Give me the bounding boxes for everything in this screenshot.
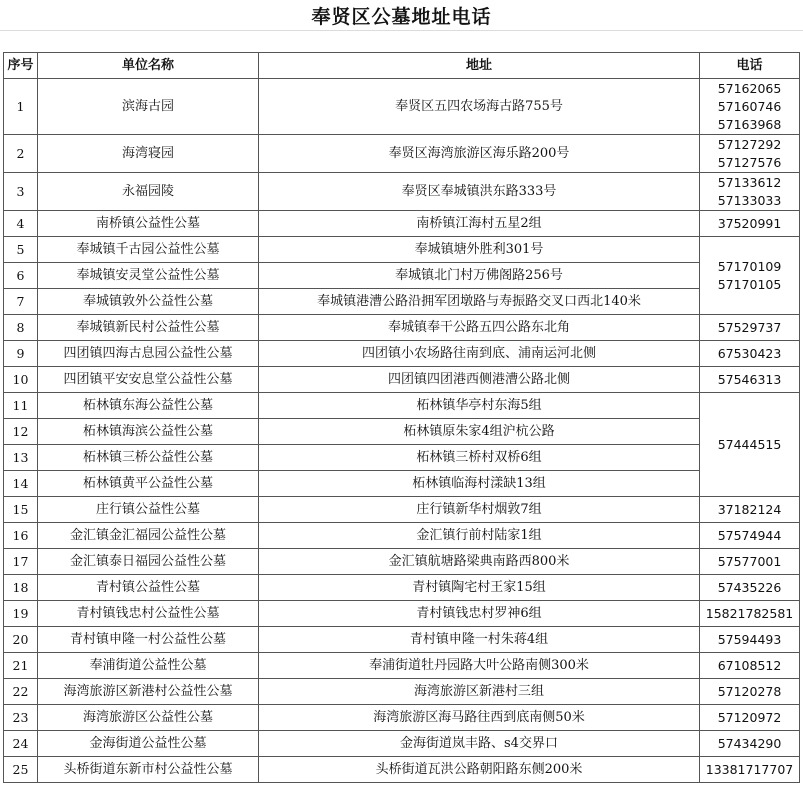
phone-number: 57162065: [717, 80, 782, 96]
phone-number: 57170105: [717, 276, 782, 292]
table-row: [4, 679, 800, 705]
phone-number: 57133033: [717, 192, 782, 208]
row-address: 金海街道岚丰路、s4交界口: [259, 731, 700, 757]
phone-number: 57127576: [717, 154, 782, 170]
row-phone: 57546313: [700, 367, 800, 393]
row-name: 滨海古园: [38, 79, 259, 135]
row-phone: 67108512: [700, 653, 800, 679]
row-address: 柘林镇临海村漾缺13组: [259, 471, 700, 497]
table-row: [4, 211, 800, 237]
phone-number: 57163968: [717, 116, 782, 132]
table-row: [4, 173, 800, 211]
row-index: 10: [4, 367, 38, 393]
row-index: 14: [4, 471, 38, 497]
row-phone: 15821782581: [700, 601, 800, 627]
row-name: 永福园陵: [38, 173, 259, 211]
table-row: [4, 575, 800, 601]
table-row: [4, 393, 800, 419]
row-phone: 57120972: [700, 705, 800, 731]
header-row: [4, 53, 800, 79]
table-row: [4, 705, 800, 731]
row-phone: 57529737: [700, 315, 800, 341]
row-index: 23: [4, 705, 38, 731]
row-name: 柘林镇黄平公益性公墓: [38, 471, 259, 497]
row-index: 11: [4, 393, 38, 419]
row-name: 奉城镇千古园公益性公墓: [38, 237, 259, 263]
row-phone-merged: [700, 237, 800, 315]
row-index: 25: [4, 757, 38, 783]
row-address: 奉城镇北门村万佛阁路256号: [259, 263, 700, 289]
header-address: 地址: [259, 53, 700, 79]
phone-number: 57133612: [717, 174, 782, 190]
row-name: 庄行镇公益性公墓: [38, 497, 259, 523]
row-name: 青村镇公益性公墓: [38, 575, 259, 601]
table-row: [4, 601, 800, 627]
table-row: [4, 263, 800, 289]
row-index: 2: [4, 135, 38, 173]
row-address: 青村镇陶宅村王家15组: [259, 575, 700, 601]
table-body: [4, 79, 800, 783]
row-index: 13: [4, 445, 38, 471]
row-name: 海湾旅游区公益性公墓: [38, 705, 259, 731]
row-phone: 57435226: [700, 575, 800, 601]
row-phone: 57594493: [700, 627, 800, 653]
row-phone: 37520991: [700, 211, 800, 237]
row-name: 金汇镇泰日福园公益性公墓: [38, 549, 259, 575]
table-row: [4, 757, 800, 783]
table-row: [4, 497, 800, 523]
row-address: 海湾旅游区新港村三组: [259, 679, 700, 705]
row-index: 9: [4, 341, 38, 367]
row-address: 头桥街道瓦洪公路朝阳路东侧200米: [259, 757, 700, 783]
blank-row: [0, 30, 803, 53]
row-index: 7: [4, 289, 38, 315]
row-address: 柘林镇华亭村东海5组: [259, 393, 700, 419]
table-row: [4, 549, 800, 575]
row-address: 柘林镇原朱家4组沪杭公路: [259, 419, 700, 445]
row-name: 金海街道公益性公墓: [38, 731, 259, 757]
row-name: 海湾旅游区新港村公益性公墓: [38, 679, 259, 705]
row-name: 青村镇钱忠村公益性公墓: [38, 601, 259, 627]
table-row: [4, 627, 800, 653]
table-row: [4, 237, 800, 263]
row-name: 南桥镇公益性公墓: [38, 211, 259, 237]
row-name: 柘林镇东海公益性公墓: [38, 393, 259, 419]
row-address: 青村镇申隆一村朱蒋4组: [259, 627, 700, 653]
row-index: 15: [4, 497, 38, 523]
row-index: 17: [4, 549, 38, 575]
row-phone: 13381717707: [700, 757, 800, 783]
title-row: [0, 0, 803, 30]
row-index: 4: [4, 211, 38, 237]
row-address: 奉城镇港漕公路沿拥军团墩路与寿振路交叉口西北140米: [259, 289, 700, 315]
table-row: [4, 445, 800, 471]
phone-number: 57170109: [717, 258, 782, 274]
row-address: 四团镇四团港西侧港漕公路北侧: [259, 367, 700, 393]
table-row: [4, 731, 800, 757]
table-row: [4, 135, 800, 173]
row-index: 5: [4, 237, 38, 263]
row-phone: [700, 173, 800, 211]
row-address: 庄行镇新华村烟敦7组: [259, 497, 700, 523]
row-name: 海湾寝园: [38, 135, 259, 173]
row-name: 四团镇平安安息堂公益性公墓: [38, 367, 259, 393]
header-index: 序号: [4, 53, 38, 79]
row-phone: 57434290: [700, 731, 800, 757]
table-row: [4, 653, 800, 679]
row-name: 柘林镇三桥公益性公墓: [38, 445, 259, 471]
row-phone: 57577001: [700, 549, 800, 575]
row-index: 18: [4, 575, 38, 601]
row-index: 24: [4, 731, 38, 757]
table-row: [4, 419, 800, 445]
row-address: 奉城镇塘外胜利301号: [259, 237, 700, 263]
row-address: 奉贤区奉城镇洪东路333号: [259, 173, 700, 211]
table-row: [4, 523, 800, 549]
row-phone: 57120278: [700, 679, 800, 705]
row-address: 四团镇小农场路往南到底、浦南运河北侧: [259, 341, 700, 367]
row-name: 头桥街道东新市村公益性公墓: [38, 757, 259, 783]
row-index: 22: [4, 679, 38, 705]
row-index: 8: [4, 315, 38, 341]
row-name: 四团镇四海古息园公益性公墓: [38, 341, 259, 367]
row-name: 青村镇申隆一村公益性公墓: [38, 627, 259, 653]
row-address: 奉贤区海湾旅游区海乐路200号: [259, 135, 700, 173]
row-index: 1: [4, 79, 38, 135]
row-address: 奉浦街道牡丹园路大叶公路南侧300米: [259, 653, 700, 679]
header-name: 单位名称: [38, 53, 259, 79]
row-name: 柘林镇海滨公益性公墓: [38, 419, 259, 445]
row-index: 3: [4, 173, 38, 211]
row-name: 奉浦街道公益性公墓: [38, 653, 259, 679]
table-row: [4, 289, 800, 315]
row-phone: [700, 135, 800, 173]
row-address: 奉城镇奉干公路五四公路东北角: [259, 315, 700, 341]
row-name: 奉城镇敦外公益性公墓: [38, 289, 259, 315]
page-title: 奉贤区公墓地址电话: [311, 5, 492, 28]
row-index: 6: [4, 263, 38, 289]
table-row: [4, 367, 800, 393]
row-index: 19: [4, 601, 38, 627]
row-name: 奉城镇新民村公益性公墓: [38, 315, 259, 341]
cemetery-table: [3, 52, 800, 783]
row-name: 奉城镇安灵堂公益性公墓: [38, 263, 259, 289]
phone-number: 57160746: [717, 98, 782, 114]
row-phone-merged: 57444515: [700, 393, 800, 497]
row-address: 海湾旅游区海马路往西到底南侧50米: [259, 705, 700, 731]
row-address: 金汇镇行前村陆家1组: [259, 523, 700, 549]
table-row: [4, 315, 800, 341]
row-address: 奉贤区五四农场海古路755号: [259, 79, 700, 135]
row-index: 20: [4, 627, 38, 653]
row-address: 青村镇钱忠村罗神6组: [259, 601, 700, 627]
row-phone: 37182124: [700, 497, 800, 523]
row-phone: [700, 79, 800, 135]
table-row: [4, 471, 800, 497]
row-phone: 67530423: [700, 341, 800, 367]
row-name: 金汇镇金汇福园公益性公墓: [38, 523, 259, 549]
row-phone: 57574944: [700, 523, 800, 549]
row-address: 金汇镇航塘路梁典南路西800米: [259, 549, 700, 575]
row-index: 21: [4, 653, 38, 679]
phone-number: 57127292: [717, 136, 782, 152]
row-address: 南桥镇江海村五星2组: [259, 211, 700, 237]
header-phone: 电话: [700, 53, 800, 79]
table-row: [4, 341, 800, 367]
row-index: 16: [4, 523, 38, 549]
row-index: 12: [4, 419, 38, 445]
table-row: [4, 79, 800, 135]
row-address: 柘林镇三桥村双桥6组: [259, 445, 700, 471]
